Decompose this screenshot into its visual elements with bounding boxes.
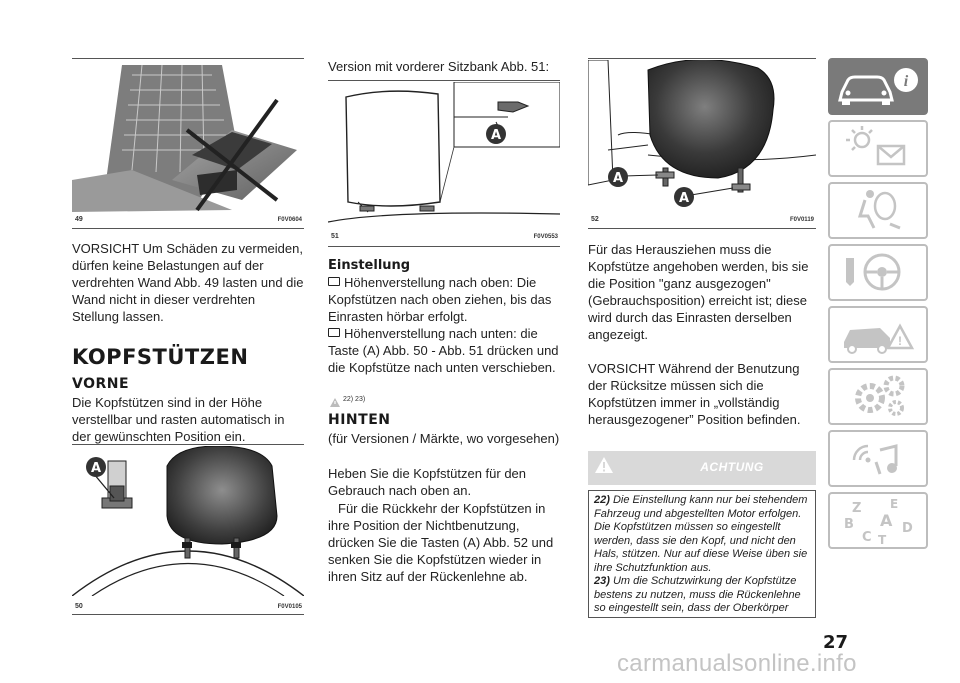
figure-number: 51: [331, 233, 339, 240]
alphabet-index-icon: [830, 494, 926, 547]
steering-wheel-icon: [830, 246, 926, 299]
hinten-raise: Heben Sie die Kopfstützen für den Gebrauch nach oben an.: [328, 466, 527, 498]
tab-safety[interactable]: [828, 182, 928, 239]
tab-multimedia[interactable]: [828, 430, 928, 487]
figure-52: [588, 60, 816, 210]
figure-50: [72, 446, 304, 596]
section-title: KOPFSTÜTZEN: [72, 345, 249, 369]
warning-header: [588, 451, 816, 485]
bullet-icon: [328, 328, 340, 337]
multimedia-icon: [830, 432, 926, 485]
page-number: 27: [823, 632, 849, 653]
figure-code: F0V0553: [533, 234, 558, 240]
figure-51: [328, 82, 560, 227]
figure-code: F0V0119: [789, 217, 814, 223]
warning-item: [594, 575, 810, 616]
hinten-title: HINTEN: [328, 412, 391, 428]
bullet-down-text: Höhenverstellung nach unten: die Taste (A) Abb. 50 - Abb. 51 drücken und die Kopfstütze nach unten verschieben.: [328, 326, 559, 375]
einstellung-title: Einstellung: [328, 258, 411, 273]
warning-title: ACHTUNG: [700, 460, 764, 474]
tab-lights-messages[interactable]: [828, 120, 928, 177]
marker-a: A: [490, 128, 502, 143]
figure-code: F0V0604: [277, 217, 302, 223]
svg-text:i: i: [903, 73, 909, 90]
warning-item-number: 23): [594, 575, 610, 587]
warning-item-text: Die Einstellung kann nur bei stehendem Fahrzeug und abgestellten Motor erfolgen. Die Kopfstützen müssen so eingestellt werden, dass sie den Kopf, und nicht den Hals, stützen. Nur auf diese Weise üben sie ihre Schutzfunktion aus.: [594, 494, 808, 574]
caution-paragraph: VORSICHT Um Schäden zu vermeiden, dürfen keine Belastungen auf der verdrehten Wand Abb. 49 lasten und die Wand nicht in dieser verdrehten Stellung lassen.: [72, 241, 304, 324]
extraction-paragraph: Für das Herausziehen muss die Kopfstütze angehoben werden, bis sie die Position "ganz ausgezogen" (Gebrauchsposition) erreicht ist; diese wird durch das Einrasten derselben angezeigt.: [588, 242, 809, 342]
bullet-up-text: Höhenverstellung nach oben: Die Kopfstützen nach oben ziehen, bis das Einrasten hörbar erfolgt.: [328, 275, 552, 324]
rear-caution-paragraph: VORSICHT Während der Benutzung der Rücksitze müssen sich die Kopfstützen immer in „vollständig herausgezogener” Position befinden.: [588, 361, 801, 427]
car-info-icon: [830, 60, 926, 113]
index-letter: B: [844, 517, 854, 532]
hinten-lower: Für die Rückkehr der Kopfstützen in ihre Position der Nichtbenutzung, drücken Sie die Tasten (A) Abb. 52 und senken Sie die Kopfstützen wieder in ihren Sitz auf der Rückenlehne ab.: [328, 501, 554, 584]
gears-icon: [830, 370, 926, 423]
index-letter: Z: [852, 501, 862, 516]
bullet-icon: [328, 277, 340, 286]
version-text: Version mit vorderer Sitzbank Abb. 51:: [328, 59, 550, 74]
bullet-up: [328, 274, 560, 325]
warning-triangle-icon: [594, 456, 614, 479]
figure-number: 49: [75, 216, 83, 223]
tab-index[interactable]: [828, 492, 928, 549]
figure-code: F0V0105: [277, 604, 302, 610]
index-letter: C: [862, 530, 872, 545]
warning-box: [588, 490, 816, 618]
tab-starting-driving[interactable]: [828, 244, 928, 301]
index-letter: E: [890, 497, 899, 511]
marker-a-right: A: [678, 191, 690, 206]
index-letter: D: [902, 521, 913, 536]
airbag-icon: [830, 184, 926, 237]
marker-a-left: A: [612, 171, 624, 186]
figure-number: 50: [75, 603, 83, 610]
index-letter: A: [880, 511, 893, 530]
warning-item-number: 22): [594, 494, 610, 506]
hinten-scope: (für Versionen / Märkte, wo vorgesehen): [328, 431, 560, 446]
warning-lights-icon: [830, 122, 926, 175]
warning-references: 22) 23): [343, 396, 366, 403]
warning-item-text: Um die Schutzwirkung der Kopfstütze bestens zu nutzen, muss die Rückenlehne so eingestellt sein, dass der Oberkörper: [594, 575, 801, 614]
figure-number: 52: [591, 216, 599, 223]
tab-emergency[interactable]: [828, 306, 928, 363]
marker-a: A: [90, 461, 102, 476]
subsection-title: VORNE: [72, 376, 130, 392]
tab-car-info[interactable]: [828, 58, 928, 115]
warning-item: [594, 494, 810, 575]
svg-text:!: !: [898, 334, 902, 348]
bullet-down: [328, 325, 560, 376]
intro-paragraph: Die Kopfstützen sind in der Höhe verstellbar und rasten automatisch in der gewünschten Position ein.: [72, 395, 285, 444]
tab-maintenance[interactable]: [828, 368, 928, 425]
watermark: carmanualsonline.info: [617, 650, 857, 677]
warning-items: [594, 494, 810, 616]
index-letter: T: [878, 533, 887, 547]
breakdown-icon: [830, 308, 926, 361]
figure-49: [72, 60, 304, 212]
warning-small-icon: [330, 394, 340, 412]
